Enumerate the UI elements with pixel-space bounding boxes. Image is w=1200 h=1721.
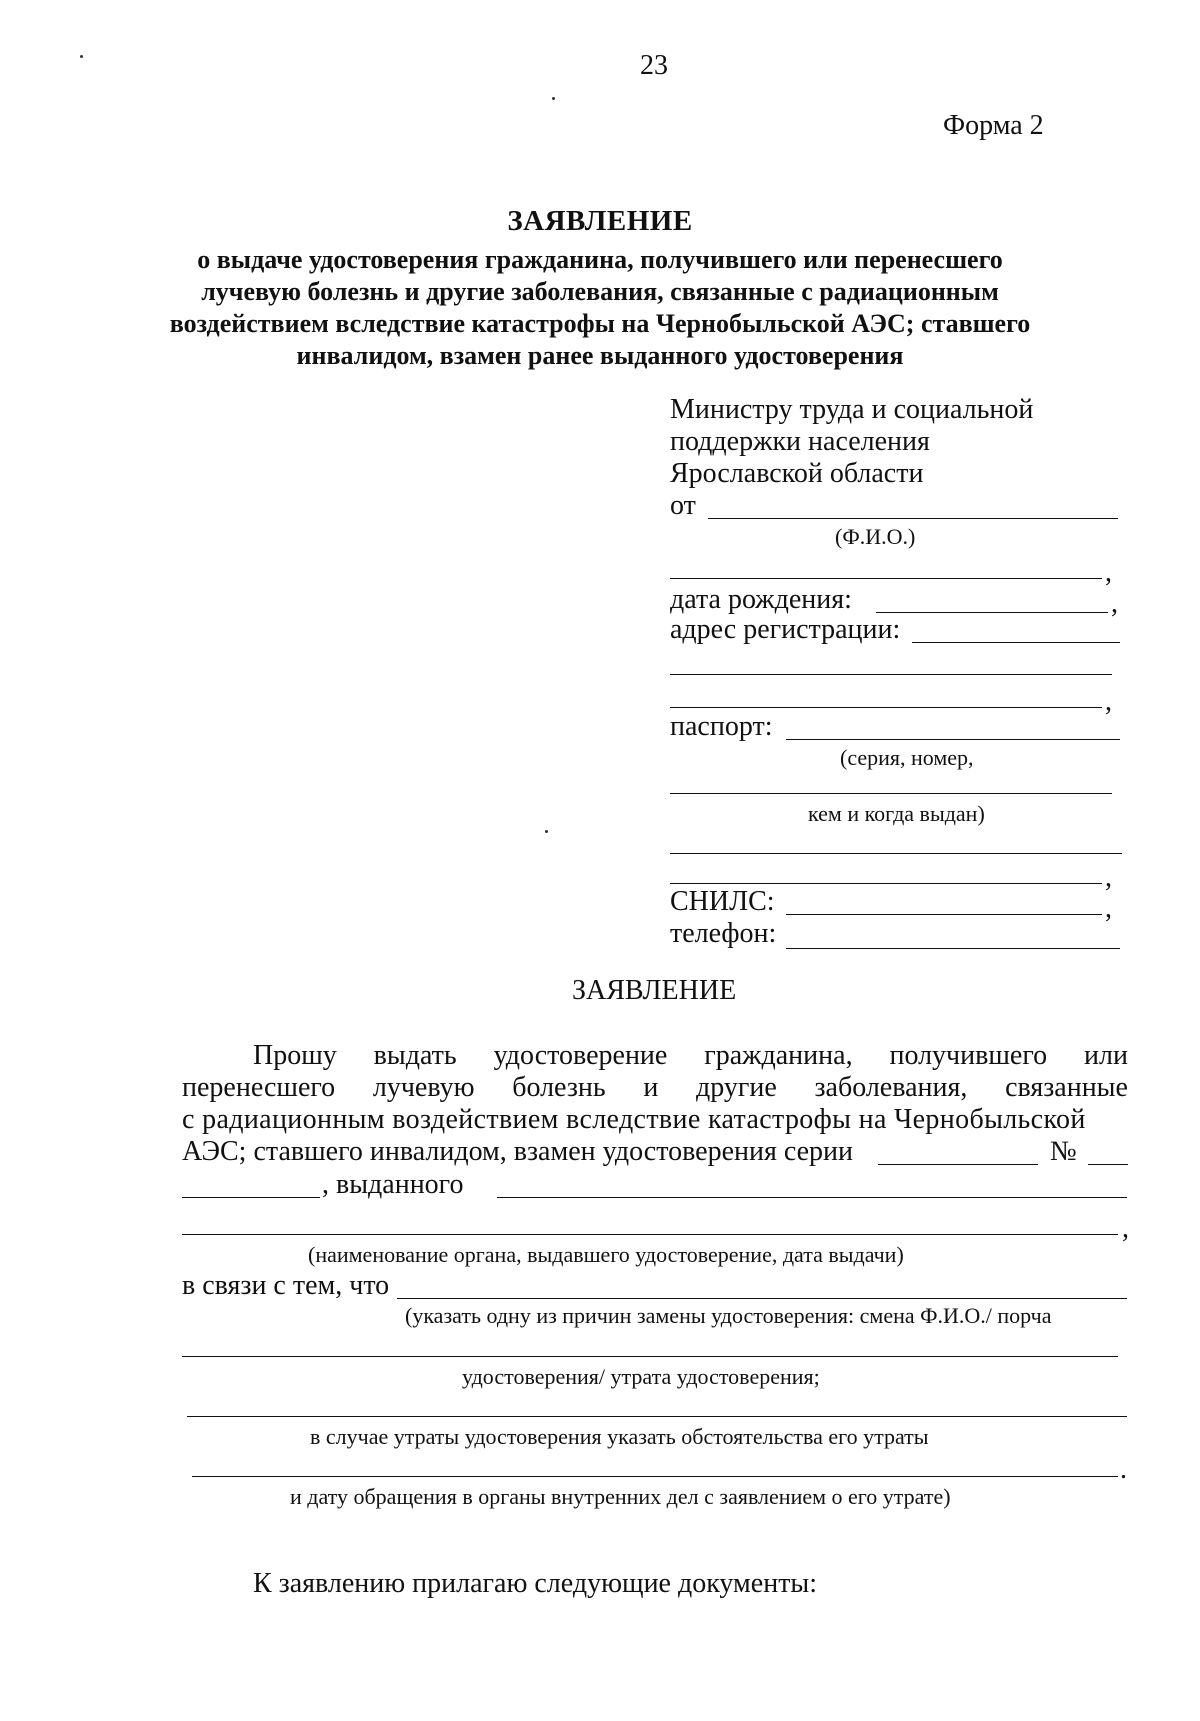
fio-hint: (Ф.И.О.) — [835, 524, 916, 549]
body-line-4: АЭС; ставшего инвалидом, взамен удостоверения серии — [182, 1136, 854, 1167]
title-line-3: воздействием вследствие катастрофы на Чернобыльской АЭС; ставшего — [169, 309, 1031, 338]
word: выдать — [373, 1040, 457, 1071]
end-period: . — [1120, 1454, 1127, 1485]
reason-hint-1: (указать одну из причин замены удостоверения: смена Ф.И.О./ порча — [405, 1303, 1052, 1328]
passport-label: паспорт: — [670, 711, 773, 742]
address-input-line[interactable] — [912, 642, 1120, 643]
addressee-line-3: Ярославской области — [670, 458, 924, 489]
reason-input-line-2[interactable] — [182, 1356, 1118, 1357]
reason-input-line-3[interactable] — [187, 1416, 1127, 1417]
reason-label: в связи с тем, что — [182, 1270, 390, 1301]
snils-label: СНИЛС: — [670, 886, 775, 917]
passport-input-line-2[interactable] — [670, 793, 1112, 794]
birth-date-label: дата рождения: — [670, 584, 852, 615]
comma: , — [1105, 686, 1112, 717]
form-label: Форма 2 — [943, 110, 1044, 141]
word: связанные — [1005, 1072, 1128, 1103]
word: Прошу — [253, 1040, 337, 1071]
reason-input-line[interactable] — [397, 1298, 1127, 1299]
passport-hint-2: кем и когда выдан) — [808, 801, 985, 826]
certificate-series-input-line[interactable] — [878, 1164, 1038, 1165]
word: перенесшего — [182, 1072, 336, 1103]
comma: , — [1105, 893, 1112, 924]
issuer-input-line-2[interactable] — [182, 1234, 1118, 1235]
body-line-1 — [253, 1040, 1128, 1072]
scan-speck — [545, 830, 548, 833]
address-input-line-3[interactable] — [670, 707, 1102, 708]
word: или — [1084, 1040, 1128, 1071]
scan-speck — [80, 55, 83, 58]
certificate-number-input-line[interactable] — [1088, 1164, 1128, 1165]
certificate-number-input-line-2[interactable] — [182, 1197, 320, 1198]
birth-date-input-line[interactable] — [876, 612, 1108, 613]
passport-input-line-4[interactable] — [670, 883, 1102, 884]
title-heading: ЗАЯВЛЕНИЕ — [507, 205, 693, 237]
title-line-4: инвалидом, взамен ранее выданного удостоверения — [296, 341, 904, 370]
comma: , — [1122, 1213, 1129, 1244]
snils-input-line[interactable] — [786, 914, 1102, 915]
from-label: от — [670, 490, 696, 521]
issuer-hint: (наименование органа, выдавшего удостоверение, дата выдачи) — [308, 1242, 904, 1267]
number-sign: № — [1050, 1136, 1077, 1167]
word: получившего — [889, 1040, 1048, 1071]
word: другие — [696, 1072, 777, 1103]
word: заболевания, — [814, 1072, 968, 1103]
body-line-2 — [182, 1072, 1128, 1104]
title-line-1: о выдаче удостоверения гражданина, получившего или перенесшего — [197, 245, 1003, 274]
fio-continuation-line[interactable] — [670, 578, 1102, 579]
phone-label: телефон: — [670, 918, 777, 949]
comma: , — [1111, 588, 1118, 619]
phone-input-line[interactable] — [786, 948, 1120, 949]
address-input-line-2[interactable] — [670, 674, 1112, 675]
issuer-input-line[interactable] — [497, 1197, 1127, 1198]
reason-input-line-4[interactable] — [192, 1476, 1118, 1477]
word: гражданина, — [704, 1040, 853, 1071]
word: удостоверение — [493, 1040, 668, 1071]
body-heading: ЗАЯВЛЕНИЕ — [572, 975, 737, 1006]
document-title — [150, 205, 1050, 372]
issued-label: , выданного — [322, 1169, 464, 1200]
passport-hint-1: (серия, номер, — [840, 745, 974, 770]
passport-input-line[interactable] — [786, 739, 1120, 740]
page-number: 23 — [640, 50, 668, 81]
word: болезнь — [512, 1072, 606, 1103]
fio-input-line[interactable] — [708, 518, 1118, 519]
reason-hint-3: в случае утраты удостоверения указать обстоятельства его утраты — [310, 1424, 929, 1449]
addressee-line-2: поддержки населения — [670, 426, 930, 457]
scan-speck — [552, 97, 555, 100]
reason-hint-4: и дату обращения в органы внутренних дел с заявлением о его утрате) — [290, 1484, 951, 1509]
body-line-3: с радиационным воздействием вследствие катастрофы на Чернобыльской — [182, 1104, 1086, 1135]
attachments-label: К заявлению прилагаю следующие документы: — [253, 1568, 818, 1599]
passport-input-line-3[interactable] — [670, 853, 1122, 854]
addressee-line-1: Министру труда и социальной — [670, 394, 1034, 425]
reason-hint-2: удостоверения/ утрата удостоверения; — [462, 1364, 820, 1389]
address-label: адрес регистрации: — [670, 614, 901, 645]
title-line-2: лучевую болезнь и другие заболевания, связанные с радиационным — [201, 277, 999, 306]
word: и — [643, 1072, 659, 1103]
comma: , — [1105, 557, 1112, 588]
word: лучевую — [372, 1072, 475, 1103]
comma: , — [1105, 862, 1112, 893]
